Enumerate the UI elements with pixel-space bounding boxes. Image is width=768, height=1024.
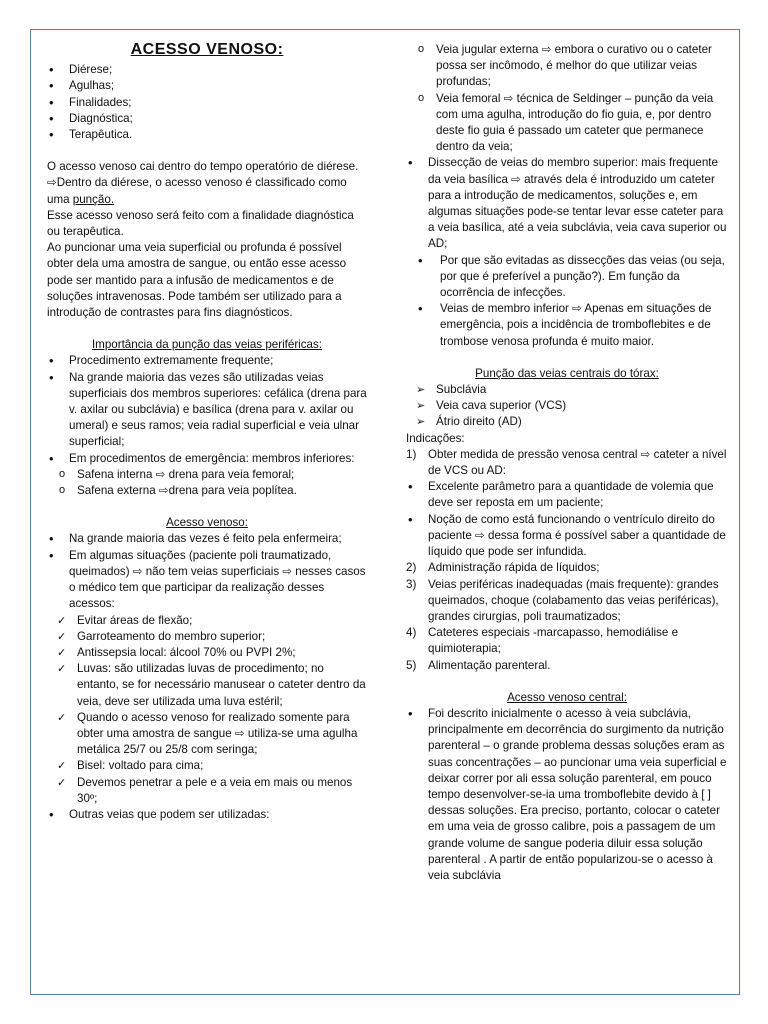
safena-list [47, 467, 367, 499]
checklist-item: ✓ Evitar áreas de flexão; [47, 613, 367, 629]
list-item: • Dissecção de veias do membro superior: mais frequente da veia basílica ⇨ através dela é introduzido um cateter para a introdução de medicamentos, soluções e, em algumas situações pode-se tentar levar esse cateter para a veia basílica, até a veia subclávia, veia cava superior ou AD; [406, 155, 728, 252]
intro-list [47, 62, 367, 143]
indications-list-continued [406, 560, 728, 673]
section-heading: Acesso venoso: [166, 516, 248, 530]
list-item: o Safena externa ⇨drena para veia poplítea. [47, 483, 367, 499]
list-item: • Na grande maioria das vezes são utilizadas veias superficiais dos membros superiores: cefálica (drena para v. axilar ou subclávia) e basílica (drena para v. axilar ou umeral) e seus ramos; veia radial superficial e veia ulnar superficial; [47, 370, 367, 451]
numbered-item: 2) Administração rápida de líquidos; [406, 561, 600, 575]
list-item: ➢ Veia cava superior (VCS) [406, 398, 728, 414]
list-item: • Na grande maioria das vezes é feito pela enfermeira; [47, 531, 367, 547]
section-heading: Importância da punção das veias periféricas: [91, 338, 323, 352]
importance-list [47, 353, 367, 466]
list-item: • Outras veias que podem ser utilizadas: [47, 807, 367, 823]
numbered-item: 3) Veias periféricas inadequadas (mais frequente): grandes queimados, choque (colabamento das veias periféricas), grandes cirurgias, poli traumatizados; [406, 577, 719, 623]
indications-label: Indicações: [406, 431, 465, 445]
list-item: • Procedimento extremamente frequente; [47, 353, 367, 369]
list-item: • Foi descrito inicialmente o acesso à veia subclávia, principalmente em decorrência do surgimento da nutrição parenteral – o grande problema dessas soluções eram as suas concentrações – ao puncionar uma veia superficial e deixar correr por ali essa solução parenteral, em pouco tempo desenvolver-se-ia uma tromboflebite devido à [ ] dessas soluções. Era preciso, portanto, colocar o cateter em uma veia de grosso calibre, pois a passagem de um grande volume de sangue poderia diluir essa solução parenteral . A partir de então popularizou-se o acesso à veia subclávia [406, 706, 728, 884]
list-item: • Finalidades; [47, 95, 367, 111]
central-veins-list [406, 382, 728, 431]
central-access-list [406, 706, 728, 884]
list-item: • Excelente parâmetro para a quantidade de volemia que deve ser reposta em um paciente; [406, 479, 728, 511]
list-item: ➢ Átrio direito (AD) [406, 414, 728, 430]
numbered-item: 1) Obter medida de pressão venosa central ⇨ cateter a nível de VCS ou AD: [406, 447, 727, 478]
section-heading: Acesso venoso central: [507, 690, 627, 704]
paragraph: O acesso venoso cai dentro do tempo operatório de diérese. [47, 160, 359, 174]
checklist-item: ✓ Antissepsia local: álcool 70% ou PVPI 2%; [47, 645, 367, 661]
numbered-item: 4) Cateteres especiais -marcapasso, hemodiálise e quimioterapia; [406, 626, 679, 656]
list-item: o Safena interna ⇨ drena para veia femoral; [47, 467, 367, 483]
list-item: • Em algumas situações (paciente poli traumatizado, queimados) ⇨ não tem veias superficiais ⇨ nesses casos o médico tem que participar da realização desses acessos: [47, 548, 367, 613]
paragraph-text: ⇨Dentro da diérese, o acesso venoso é classificado como uma [47, 176, 347, 206]
list-item: • Por que são evitadas as dissecções das veias (ou seja, por que é preferível a punção?). Em função da ocorrência de infecções. [406, 253, 728, 302]
list-item: • Veias de membro inferior ⇨ Apenas em situações de emergência, pois a incidência de tromboflebites e de trombose venosa profunda é muito maior. [406, 301, 728, 350]
list-item: o Veia jugular externa ⇨ embora o curativo ou o cateter possa ser incômodo, é melhor do que utilizar veias profundas; [406, 42, 728, 91]
list-item: • Em procedimentos de emergência: membros inferiores: [47, 451, 367, 467]
checklist-item: ✓ Luvas: são utilizadas luvas de procedimento; no entanto, se for necessário manusear o cateter dentro da veia, deve ser utilizada uma luva estéril; [47, 661, 367, 710]
checklist [47, 613, 367, 807]
list-item: • Noção de como está funcionando o ventrículo direito do paciente ⇨ dessa forma é possível saber a quantidade de líquido que pode ser infundida. [406, 512, 728, 561]
document-title: ACESSO VENOSO: [130, 41, 284, 58]
numbered-item: 5) Alimentação parenteral. [406, 658, 551, 672]
paragraph: Ao puncionar uma veia superficial ou profunda é possível obter dela uma amostra de sangue, ou então esse acesso pode ser mantido para a infusão de medicamentos e de soluções intravenosas. Pode também ser utilizado para a introdução de contrastes para fins diagnósticos. [47, 241, 347, 320]
checklist-item: ✓ Garroteamento do membro superior; [47, 629, 367, 645]
underlined-term: punção. [72, 192, 115, 206]
dissection-sublist [406, 253, 728, 350]
checklist-item: ✓ Bisel: voltado para cima; [47, 758, 367, 774]
veins-sublist [406, 42, 728, 155]
checklist-item: ✓ Quando o acesso venoso for realizado somente para obter uma amostra de sangue ⇨ utiliza-se uma agulha metálica 25/7 ou 25/8 com seringa; [47, 710, 367, 759]
indications-list [406, 447, 728, 479]
section-heading: Punção das veias centrais do tórax: [475, 366, 659, 380]
checklist-item: ✓ Devemos penetrar a pele e a veia em mais ou menos 30º; [47, 775, 367, 807]
paragraph [47, 175, 367, 207]
pvc-sublist [406, 479, 728, 560]
paragraph: Esse acesso venoso será feito com a finalidade diagnóstica ou terapêutica. [47, 208, 354, 239]
list-item: o Veia femoral ⇨ técnica de Seldinger – punção da veia com uma agulha, introdução do fio guia, e, por dentro deste fio guia é passado um cateter que permanece dentro da veia; [406, 91, 728, 156]
access-list [47, 531, 367, 612]
left-column [47, 30, 367, 823]
list-item: ➢ Subclávia [406, 382, 728, 398]
list-item: • Diérese; [47, 62, 367, 78]
dissection-list [406, 155, 728, 252]
list-item: • Agulhas; [47, 78, 367, 94]
other-veins-list [47, 807, 367, 823]
right-column [406, 42, 728, 884]
document-page [30, 29, 740, 995]
list-item: • Diagnóstica; [47, 111, 367, 127]
list-item: • Terapêutica. [47, 127, 367, 143]
